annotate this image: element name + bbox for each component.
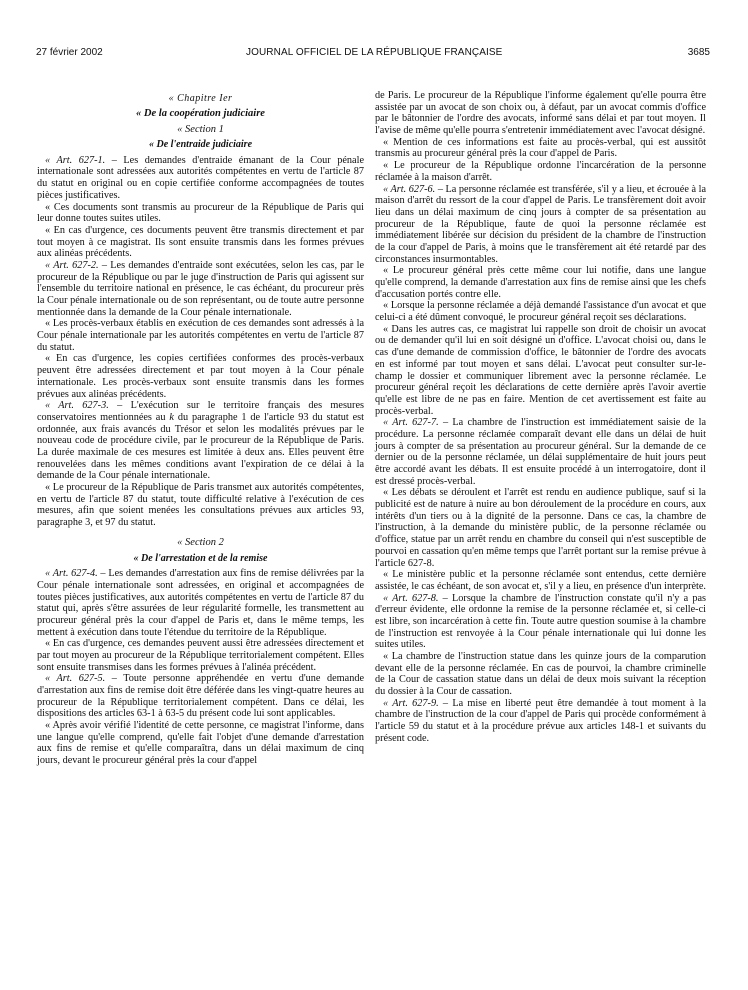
- paragraph: « Le procureur général près cette même cour lui notifie, dans une langue qu'elle comprend, la demande d'arrestation aux fins de remise ainsi que les chefs d'accusation portés contre elle.: [375, 265, 706, 300]
- article-627-7-label: « Art. 627-7.: [383, 417, 439, 429]
- article-627-7-paragraph: [375, 417, 706, 487]
- paragraph: « Ces documents sont transmis au procureur de la République de Paris qui leur donne toutes suites utiles.: [37, 201, 364, 225]
- article-627-3-label: « Art. 627-3.: [45, 400, 109, 412]
- section-2-heading: « Section 2: [177, 536, 224, 548]
- paragraph: de Paris. Le procureur de la République l'informe également qu'elle pourra être assistée par un avocat de son choix ou, à défaut, par un avocat commis d'office par le bâtonnier de l'ordre des avocats, informé sans délai et par tout moyen. Il l'avise de même qu'elle pourra s'entretenir immédiatement avec l'avocat désigné.: [375, 90, 706, 137]
- article-627-3-text-b: du paragraphe 1 de l'article 93 du statut est ordonnée, aux frais avancés du Trésor et selon les modalités prévues par le nouveau code de procédure civile, par le procureur de la République de Paris. La durée maximale de ces mesures est limitée à deux ans. Elles peuvent être renouvelées dans les mêmes conditions avant l'expiration de ce délai à la demande de la Cour pénale internationale.: [37, 411, 364, 482]
- paragraph: « Les procès-verbaux établis en exécution de ces demandes sont adressés à la Cour pénale internationale par les autorités compétentes en vertu de l'article 87 du statut.: [37, 318, 364, 353]
- left-column: [37, 93, 364, 767]
- paragraph: « Le ministère public et la personne réclamée sont entendus, cette dernière assistée, le cas échéant, de son avocat et, s'il y a lieu, en présence d'un interprète.: [375, 569, 706, 592]
- section-2-title: « De l'arrestation et de la remise: [133, 553, 268, 565]
- paragraph: « Mention de ces informations est faite au procès-verbal, qui est aussitôt transmis au procureur général près la cour d'appel de Paris.: [375, 136, 706, 160]
- article-627-2-paragraph: [37, 260, 364, 318]
- header-date: 27 février 2002: [36, 47, 103, 58]
- article-627-4-paragraph: [37, 568, 364, 638]
- paragraph: « Lorsque la personne réclamée a déjà demandé l'assistance d'un avocat et que celui-ci a été dûment convoqué, le procureur général reçoit ses déclarations.: [375, 300, 706, 324]
- paragraph: « En cas d'urgence, ces demandes peuvent aussi être adressées directement et par tout moyen au procureur de la République territorialement compétent. Elles sont ensuite transmises dans les formes prévues à l'alinéa précédent.: [37, 638, 364, 673]
- paragraph: « Après avoir vérifié l'identité de cette personne, ce magistrat l'informe, dans une langue qu'elle comprend, qu'elle fait l'objet d'une demande d'arrestation aux fins de remise et qu'elle comparaîtra, dans un délai maximum de cinq jours, devant le procureur général près la cour d'appel: [37, 720, 364, 767]
- paragraph: « Les débats se déroulent et l'arrêt est rendu en audience publique, sauf si la publicité est de nature à nuire au bon déroulement de la procédure en cours, aux intérêts d'un tiers ou à la dignité de la personne. Dans ce cas, la chambre de l'instruction, à la demande du ministère public, de la personne réclamée ou d'office, statue par un arrêt rendu en chambre du conseil qui n'est susceptible de pourvoi en cassation qu'en même temps que l'arrêt portant sur la remise prévue à l'article 627-8.: [375, 487, 706, 569]
- paragraph: « La chambre de l'instruction statue dans les quinze jours de la comparution devant elle de la personne réclamée. En cas de pourvoi, la chambre criminelle de la Cour de cassation statue dans un délai de deux mois suivant la réception du dossier à la Cour de cassation.: [375, 651, 706, 698]
- article-627-3-paragraph: [37, 400, 364, 482]
- article-627-5-label: « Art. 627-5.: [45, 673, 106, 685]
- article-627-1-text: – Les demandes d'entraide émanant de la Cour pénale internationale sont adressées aux autorités compétentes en vertu de l'article 87 du statut en original ou en copie certifiée conforme accompagnées de toutes pièces justificatives.: [37, 154, 364, 201]
- article-627-5-text: – Toute personne appréhendée en vertu d'une demande d'arrestation aux fins de remise doit être déférée dans les vingt-quatre heures au procureur de la République territorialement compétent. Dans ce délai, les dispositions des articles 63-1 à 63-5 du présent code lui sont applicables.: [37, 673, 365, 720]
- article-627-3-letter-k: k: [169, 411, 174, 423]
- article-627-4-text: – Les demandes d'arrestation aux fins de remise délivrées par la Cour pénale internationale sont adressées, en original et accompagnées de toutes pièces justificatives, aux autorités compétentes en vertu de l'article 87 du statut qui, après s'être assurées de leur régularité formelle, les transmettent au procureur général près la cour d'appel de Paris et, dans le même temps, les mettent à exécution dans toute l'étendue du territoire de la République.: [37, 568, 364, 638]
- article-627-6-label: « Art. 627-6.: [383, 183, 436, 195]
- article-627-8-text: – Lorsque la chambre de l'instruction constate qu'il n'y a pas d'erreur évidente, elle ordonne la remise de la personne réclamée et, si celle-ci est libre, son incarcération à cette fin. Toute autre question soumise à la chambre de l'instruction est renvoyée à la Cour pénale internationale qui lui donne les suites utiles.: [375, 592, 706, 651]
- article-627-4-label: « Art. 627-4.: [45, 568, 98, 580]
- article-627-6-paragraph: [375, 184, 706, 266]
- right-column: [375, 90, 706, 745]
- article-627-5-paragraph: [37, 673, 364, 720]
- article-627-2-text: – Les demandes d'entraide sont exécutées, selon les cas, par le procureur de la République ou par le juge d'instruction de Paris qui agissent sur l'ensemble du territoire national en présence, le cas échéant, du procureur près la Cour pénale internationale ou de son représentant, ou de toute autre personne mentionnée dans la demande de la Cour pénale internationale.: [37, 259, 365, 318]
- article-627-8-label: « Art. 627-8.: [383, 592, 439, 604]
- paragraph: « Le procureur de la République ordonne l'incarcération de la personne réclamée à la maison d'arrêt.: [375, 160, 706, 183]
- paragraph: « En cas d'urgence, ces documents peuvent être transmis directement et par tout moyen à ce magistrat. Ils sont ensuite transmis dans les formes prévues aux alinéas précédents.: [37, 224, 364, 260]
- header-journal-title: JOURNAL OFFICIEL DE LA RÉPUBLIQUE FRANÇAISE: [246, 47, 503, 58]
- paragraph: « Le procureur de la République de Paris transmet aux autorités compétentes, en vertu de l'article 87 du statut, toute difficulté relative à l'exécution de ces mesures, afin que soient menées les consultations prévues aux articles 93, paragraphe 3, et 97 du statut.: [37, 482, 364, 529]
- paragraph: « En cas d'urgence, les copies certifiées conformes des procès-verbaux peuvent être adressées directement et par tout moyen à la Cour pénale internationale. Les procès-verbaux sont ensuite transmis dans les formes prévues aux alinéas précédents.: [37, 353, 364, 400]
- article-627-9-paragraph: [375, 698, 706, 745]
- page-header: [36, 47, 710, 63]
- article-627-6-text: – La personne réclamée est transférée, s'il y a lieu, et écrouée à la maison d'arrêt du ressort de la cour d'appel de Paris. Le transfèrement doit avoir lieu dans un délai maximum de cinq jours à compter de sa présentation au procureur de la République, faute de quoi la personne réclamée est immédiatement libérée sur décision du président de la chambre de l'instruction de la cour d'appel de Paris, à moins que le transfèrement ait été retardé par des circonstances insurmontables.: [375, 183, 707, 265]
- article-627-9-text: – La mise en liberté peut être demandée à tout moment à la chambre de l'instruction de la cour d'appel de Paris qui procède conformément à l'article 59 du statut et à la procédure prévue aux articles 148-1 et suivants du présent code.: [375, 697, 706, 744]
- article-627-1-paragraph: [37, 155, 364, 202]
- section-1-title: « De l'entraide judiciaire: [148, 139, 253, 151]
- paragraph: « Dans les autres cas, ce magistrat lui rappelle son droit de choisir un avocat ou de demander qu'il lui en soit désigné un d'office. L'avocat choisi ou, dans le cas d'une demande de commission d'office, le bâtonnier de l'ordre des avocats en est informé par tout moyen et sans délai. L'avocat peut consulter sur-le-champ le dossier et communiquer librement avec la personne réclamée. Le procureur général reçoit les déclarations de cette dernière après l'avoir avertie qu'elle est libre de ne pas en faire. Mention de cet avertissement est faite au procès-verbal.: [375, 323, 706, 417]
- header-page-number: 3685: [687, 47, 710, 58]
- article-627-7-text: – La chambre de l'instruction est immédiatement saisie de la procédure. La personne réclamée comparaît devant elle dans un délai de huit jours à compter de sa présentation au procureur général. Sur la demande de ce dernier ou de la personne réclamée, un délai supplémentaire de huit jours peut être accordé avant les débats. Il est ensuite procédé à un interrogatoire, dont il est dressé procès-verbal.: [375, 417, 707, 487]
- chapter-title: « De la coopération judiciaire: [136, 107, 265, 119]
- chapter-heading: « Chapitre Ier: [168, 93, 233, 104]
- article-627-3-text-a: – L'exécution sur le territoire français des mesures conservatoires mentionnées au: [37, 400, 365, 423]
- article-627-2-label: « Art. 627-2.: [45, 259, 99, 271]
- article-627-1-label: « Art. 627-1.: [45, 154, 106, 166]
- article-627-8-paragraph: [375, 593, 706, 651]
- article-627-9-label: « Art. 627-9.: [383, 697, 439, 709]
- section-1-heading: « Section 1: [177, 124, 224, 136]
